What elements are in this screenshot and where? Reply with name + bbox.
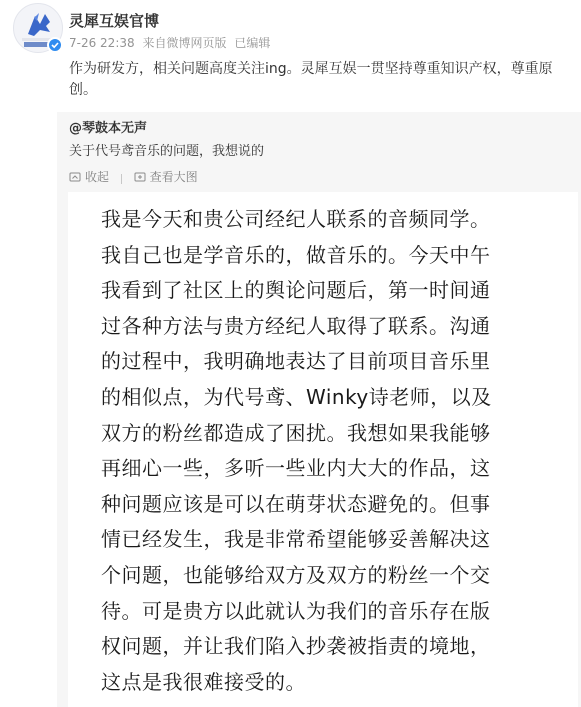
image-text-line: 待。可是贵方以此就认为我们的音乐存在版 [101, 598, 491, 623]
view-large-button[interactable] [134, 168, 198, 185]
image-text-line: 这点是我很难接受的。 [101, 669, 306, 694]
verified-badge-icon [47, 37, 63, 53]
image-text-line: 我自己也是学音乐的，做音乐的。今天中午 [101, 242, 491, 267]
image-text-line: 的过程中，我明确地表达了目前项目音乐里 [101, 349, 491, 374]
post-timestamp[interactable]: 7-26 22:38 [69, 36, 135, 50]
repost-text: 关于代号鸢音乐的问题，我想说的 [69, 144, 265, 159]
post-text: 作为研发方，相关问题高度关注ing。灵犀互娱一贯坚持尊重知识产权，尊重原创。 [69, 61, 553, 98]
repost-box [57, 112, 581, 707]
post-meta [69, 34, 274, 51]
embedded-image[interactable] [68, 192, 578, 707]
post-edited-label[interactable]: 已编辑 [234, 36, 271, 50]
image-text-line: 再细心一些，多听一些业内大大的作品，这 [101, 456, 491, 481]
collapse-icon [69, 171, 81, 183]
image-text-line: 权问题，并让我们陷入抄袭被指责的境地， [101, 634, 491, 659]
image-text-line: 种问题应该是可以在萌芽状态避免的。但事 [101, 491, 491, 516]
weibo-post [0, 0, 581, 112]
image-text-line: 我看到了社区上的舆论问题后，第一时间通 [101, 278, 491, 303]
image-text-line: 双方的粉丝都造成了困扰。我想如果我能够 [101, 420, 491, 445]
post-username[interactable]: 灵犀互娱官博 [69, 12, 160, 30]
zoom-image-icon [134, 171, 146, 183]
view-large-label: 查看大图 [149, 170, 198, 184]
image-text-line: 个问题，也能够给双方及双方的粉丝一个交 [101, 562, 491, 587]
image-actions [69, 168, 198, 186]
action-divider [121, 174, 122, 184]
collapse-button[interactable] [69, 168, 109, 185]
image-text-line: 的相似点，为代号鸢、Winky诗老师，以及 [101, 384, 492, 409]
image-text-line: 我是今天和贵公司经纪人联系的音频同学。 [101, 207, 491, 231]
post-source-prefix: 来自 [142, 36, 167, 50]
post-source[interactable]: 微博网页版 [166, 36, 227, 50]
repost-username[interactable]: @琴鼓本无声 [69, 121, 148, 136]
image-text-line: 情已经发生，我是非常希望能够妥善解决这 [101, 527, 491, 552]
image-text-line: 过各种方法与贵方经纪人取得了联系。沟通 [101, 313, 491, 338]
collapse-label: 收起 [85, 170, 110, 184]
image-text [101, 202, 561, 700]
